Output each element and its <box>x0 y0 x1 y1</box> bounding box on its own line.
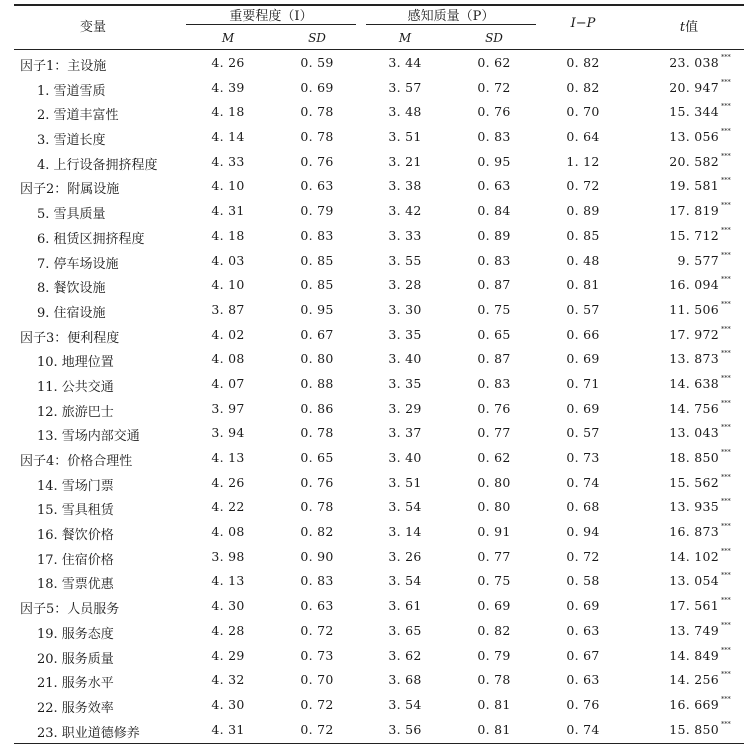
variable-label: 因子4：价格合理性 <box>20 454 133 469</box>
importance-sd-cell: 0. 85 <box>300 277 334 293</box>
importance-mean-cell: 4. 33 <box>211 153 245 169</box>
importance-sd-cell: 0. 83 <box>300 573 334 589</box>
header-t-symbol: t <box>679 20 686 35</box>
importance-mean-cell: 4. 08 <box>211 351 245 367</box>
i-minus-p-cell: 0. 71 <box>566 375 600 391</box>
i-minus-p-cell: 0. 58 <box>566 573 600 589</box>
importance-group-rule <box>186 24 356 25</box>
importance-mean-cell: 4. 31 <box>211 721 245 737</box>
perceived-group-rule <box>366 24 536 25</box>
item-row <box>0 248 755 273</box>
item-row <box>0 643 755 668</box>
significance-marker: *** <box>721 324 731 333</box>
variable-label: 因子5：人员服务 <box>20 602 120 618</box>
i-minus-p-cell: 0. 69 <box>566 351 600 367</box>
perceived-sd-cell: 0. 77 <box>477 425 511 441</box>
t-value-cell: 11. 506 <box>669 301 719 317</box>
perceived-mean-cell: 3. 51 <box>388 129 422 145</box>
importance-sd-cell: 0. 69 <box>300 79 334 95</box>
importance-mean-cell: 3. 87 <box>211 301 245 317</box>
importance-sd-cell: 0. 80 <box>300 351 334 367</box>
perceived-sd-cell: 0. 80 <box>477 474 511 490</box>
i-minus-p-cell: 0. 69 <box>566 400 600 416</box>
significance-marker: *** <box>721 694 731 703</box>
t-value-cell: 17. 972 <box>669 326 719 342</box>
item-row <box>0 470 755 495</box>
perceived-sd-cell: 0. 75 <box>477 573 511 589</box>
perceived-sd-cell: 0. 65 <box>477 326 511 342</box>
i-minus-p-cell: 0. 81 <box>566 277 600 293</box>
importance-mean-cell: 3. 97 <box>211 400 245 416</box>
variable-label: 5. 雪具质量 <box>37 207 106 223</box>
perceived-mean-cell: 3. 62 <box>388 647 422 663</box>
importance-sd-cell: 0. 79 <box>300 203 334 219</box>
i-minus-p-cell: 0. 82 <box>566 55 600 70</box>
variable-label: 8. 餐饮设施 <box>37 281 106 297</box>
importance-mean-cell: 4. 13 <box>211 450 245 465</box>
table-top-rule <box>14 4 744 6</box>
importance-mean-cell: 4. 18 <box>211 227 245 243</box>
perceived-mean-cell: 3. 38 <box>388 178 422 194</box>
significance-marker: *** <box>721 571 731 580</box>
significance-marker: *** <box>721 201 731 210</box>
header-variable: 变量 <box>79 20 107 35</box>
importance-sd-cell: 0. 76 <box>300 153 334 169</box>
i-minus-p-cell: 1. 12 <box>566 153 600 169</box>
significance-marker: *** <box>721 275 731 284</box>
perceived-mean-cell: 3. 40 <box>388 351 422 367</box>
variable-label: 23. 职业道德修养 <box>37 725 140 741</box>
significance-marker: *** <box>721 225 731 234</box>
variable-label: 17. 住宿价格 <box>37 552 114 568</box>
t-value-cell: 15. 850 <box>669 721 719 737</box>
perceived-sd-cell: 0. 79 <box>477 647 511 663</box>
perceived-sd-cell: 0. 69 <box>477 598 511 614</box>
item-row <box>0 618 755 643</box>
importance-sd-cell: 0. 70 <box>300 672 334 688</box>
i-minus-p-cell: 0. 48 <box>566 252 600 268</box>
perceived-sd-cell: 0. 89 <box>477 227 511 243</box>
perceived-sd-cell: 0. 95 <box>477 153 511 169</box>
variable-label: 10. 地理位置 <box>37 355 114 371</box>
i-minus-p-cell: 0. 94 <box>566 524 600 540</box>
significance-marker: *** <box>721 53 731 61</box>
importance-mean-cell: 4. 31 <box>211 203 245 219</box>
variable-label: 16. 餐饮价格 <box>37 528 114 544</box>
i-minus-p-cell: 0. 63 <box>566 672 600 688</box>
t-value-cell: 20. 582 <box>669 153 719 169</box>
variable-label: 14. 雪场门票 <box>37 478 114 494</box>
header-importance-mean: M <box>221 31 235 45</box>
header-perceived-sd: SD <box>485 31 503 45</box>
item-row <box>0 396 755 421</box>
item-row <box>0 692 755 717</box>
header-i-minus-p: I−P <box>570 16 596 31</box>
significance-marker: *** <box>721 250 731 259</box>
perceived-sd-cell: 0. 62 <box>477 55 511 70</box>
importance-sd-cell: 0. 65 <box>300 450 334 465</box>
header-t-suffix: 值 <box>685 20 699 35</box>
significance-marker: *** <box>721 299 731 308</box>
variable-label: 1. 雪道雪质 <box>37 83 106 99</box>
variable-label: 3. 雪道长度 <box>37 133 106 149</box>
importance-mean-cell: 4. 22 <box>211 499 245 515</box>
perceived-sd-cell: 0. 76 <box>477 400 511 416</box>
perceived-mean-cell: 3. 28 <box>388 277 422 293</box>
importance-sd-cell: 0. 90 <box>300 548 334 564</box>
variable-label: 20. 服务质量 <box>37 651 114 667</box>
perceived-mean-cell: 3. 65 <box>388 622 422 638</box>
perceived-mean-cell: 3. 42 <box>388 203 422 219</box>
perceived-sd-cell: 0. 83 <box>477 129 511 145</box>
importance-sd-cell: 0. 78 <box>300 499 334 515</box>
item-row <box>0 223 755 248</box>
variable-label: 因子2：附属设施 <box>20 182 120 198</box>
importance-sd-cell: 0. 67 <box>300 326 334 342</box>
significance-marker: *** <box>721 719 731 728</box>
t-value-cell: 13. 873 <box>669 351 719 367</box>
header-t-value <box>680 16 698 35</box>
perceived-mean-cell: 3. 54 <box>388 573 422 589</box>
t-value-cell: 14. 102 <box>669 548 719 564</box>
i-minus-p-cell: 0. 82 <box>566 79 600 95</box>
t-value-cell: 14. 756 <box>669 400 719 416</box>
t-value-cell: 13. 054 <box>669 573 719 589</box>
importance-sd-cell: 0. 72 <box>300 622 334 638</box>
perceived-sd-cell: 0. 76 <box>477 104 511 120</box>
i-minus-p-cell: 0. 85 <box>566 227 600 243</box>
importance-mean-cell: 4. 18 <box>211 104 245 120</box>
item-row <box>0 297 755 322</box>
perceived-mean-cell: 3. 35 <box>388 326 422 342</box>
importance-sd-cell: 0. 63 <box>300 598 334 614</box>
significance-marker: *** <box>721 151 731 160</box>
t-value-cell: 17. 819 <box>669 203 719 219</box>
variable-label: 18. 雪票优惠 <box>37 577 114 593</box>
importance-mean-cell: 3. 94 <box>211 425 245 441</box>
perceived-sd-cell: 0. 62 <box>477 450 511 465</box>
importance-mean-cell: 4. 10 <box>211 277 245 293</box>
factor-row <box>0 50 755 75</box>
item-row <box>0 717 755 742</box>
t-value-cell: 14. 849 <box>669 647 719 663</box>
perceived-mean-cell: 3. 29 <box>388 400 422 416</box>
perceived-mean-cell: 3. 61 <box>388 598 422 614</box>
factor-row <box>0 173 755 198</box>
importance-mean-cell: 4. 08 <box>211 524 245 540</box>
factor-row <box>0 445 755 470</box>
importance-mean-cell: 4. 14 <box>211 129 245 145</box>
t-value-cell: 17. 561 <box>669 598 719 614</box>
perceived-sd-cell: 0. 87 <box>477 351 511 367</box>
header-perceived-mean: M <box>398 31 412 45</box>
importance-mean-cell: 4. 07 <box>211 375 245 391</box>
variable-label: 9. 住宿设施 <box>37 305 106 321</box>
significance-marker: *** <box>721 620 731 629</box>
perceived-sd-cell: 0. 87 <box>477 277 511 293</box>
i-minus-p-cell: 0. 72 <box>566 548 600 564</box>
significance-marker: *** <box>721 546 731 555</box>
variable-label: 因子3：便利程度 <box>20 330 120 346</box>
perceived-mean-cell: 3. 55 <box>388 252 422 268</box>
perceived-mean-cell: 3. 30 <box>388 301 422 317</box>
importance-mean-cell: 4. 10 <box>211 178 245 194</box>
importance-sd-cell: 0. 86 <box>300 400 334 416</box>
item-row <box>0 75 755 100</box>
table-bottom-rule <box>14 743 744 744</box>
importance-sd-cell: 0. 59 <box>300 55 334 70</box>
variable-label: 因子1：主设施 <box>20 59 107 74</box>
importance-mean-cell: 4. 28 <box>211 622 245 638</box>
importance-sd-cell: 0. 95 <box>300 301 334 317</box>
t-value-cell: 14. 638 <box>669 375 719 391</box>
i-minus-p-cell: 0. 74 <box>566 474 600 490</box>
i-minus-p-cell: 0. 72 <box>566 178 600 194</box>
t-value-cell: 15. 562 <box>669 474 719 490</box>
significance-marker: *** <box>721 176 731 185</box>
header-importance: 重要程度（I） <box>229 9 313 24</box>
i-minus-p-cell: 0. 68 <box>566 499 600 515</box>
t-value-cell: 19. 581 <box>669 178 719 194</box>
importance-mean-cell: 4. 26 <box>211 474 245 490</box>
importance-sd-cell: 0. 85 <box>300 252 334 268</box>
importance-mean-cell: 3. 98 <box>211 548 245 564</box>
significance-marker: *** <box>721 448 731 456</box>
i-minus-p-cell: 0. 63 <box>566 622 600 638</box>
perceived-mean-cell: 3. 35 <box>388 375 422 391</box>
i-minus-p-cell: 0. 73 <box>566 450 600 465</box>
t-value-cell: 16. 094 <box>669 277 719 293</box>
t-value-cell: 9. 577 <box>677 252 719 268</box>
variable-label: 21. 服务水平 <box>37 676 114 692</box>
importance-sd-cell: 0. 82 <box>300 524 334 540</box>
importance-mean-cell: 4. 32 <box>211 672 245 688</box>
item-row <box>0 99 755 124</box>
significance-marker: *** <box>721 373 731 382</box>
perceived-mean-cell: 3. 57 <box>388 79 422 95</box>
i-minus-p-cell: 0. 69 <box>566 598 600 614</box>
t-value-cell: 15. 344 <box>669 104 719 120</box>
perceived-mean-cell: 3. 44 <box>388 55 422 70</box>
perceived-mean-cell: 3. 26 <box>388 548 422 564</box>
perceived-sd-cell: 0. 75 <box>477 301 511 317</box>
significance-marker: *** <box>721 472 731 481</box>
t-value-cell: 13. 043 <box>669 425 719 441</box>
importance-sd-cell: 0. 83 <box>300 227 334 243</box>
variable-label: 7. 停车场设施 <box>37 256 119 272</box>
importance-mean-cell: 4. 30 <box>211 598 245 614</box>
i-minus-p-cell: 0. 70 <box>566 104 600 120</box>
header-perceived-quality: 感知质量（P） <box>407 9 495 24</box>
perceived-mean-cell: 3. 14 <box>388 524 422 540</box>
perceived-sd-cell: 0. 81 <box>477 696 511 712</box>
perceived-mean-cell: 3. 37 <box>388 425 422 441</box>
variable-label: 4. 上行设备拥挤程度 <box>37 157 158 173</box>
importance-mean-cell: 4. 30 <box>211 696 245 712</box>
perceived-mean-cell: 3. 48 <box>388 104 422 120</box>
variable-label: 2. 雪道丰富性 <box>37 108 119 124</box>
significance-marker: *** <box>721 423 731 432</box>
importance-mean-cell: 4. 29 <box>211 647 245 663</box>
variable-label: 15. 雪具租赁 <box>37 503 114 519</box>
item-row <box>0 346 755 371</box>
item-row <box>0 494 755 519</box>
item-row <box>0 371 755 396</box>
significance-marker: *** <box>721 645 731 654</box>
item-row <box>0 124 755 149</box>
perceived-sd-cell: 0. 72 <box>477 79 511 95</box>
perceived-sd-cell: 0. 91 <box>477 524 511 540</box>
i-minus-p-cell: 0. 57 <box>566 301 600 317</box>
t-value-cell: 16. 873 <box>669 524 719 540</box>
significance-marker: *** <box>721 670 731 679</box>
importance-sd-cell: 0. 78 <box>300 425 334 441</box>
i-minus-p-cell: 0. 66 <box>566 326 600 342</box>
t-value-cell: 13. 056 <box>669 129 719 145</box>
perceived-mean-cell: 3. 40 <box>388 450 422 465</box>
i-minus-p-cell: 0. 57 <box>566 425 600 441</box>
importance-sd-cell: 0. 72 <box>300 721 334 737</box>
i-minus-p-cell: 0. 89 <box>566 203 600 219</box>
t-value-cell: 23. 038 <box>669 55 719 70</box>
t-value-cell: 13. 749 <box>669 622 719 638</box>
perceived-sd-cell: 0. 81 <box>477 721 511 737</box>
significance-marker: *** <box>721 522 731 531</box>
importance-sd-cell: 0. 78 <box>300 129 334 145</box>
perceived-mean-cell: 3. 33 <box>388 227 422 243</box>
item-row <box>0 544 755 569</box>
i-minus-p-cell: 0. 67 <box>566 647 600 663</box>
perceived-mean-cell: 3. 56 <box>388 721 422 737</box>
i-minus-p-cell: 0. 74 <box>566 721 600 737</box>
perceived-mean-cell: 3. 21 <box>388 153 422 169</box>
perceived-mean-cell: 3. 54 <box>388 499 422 515</box>
perceived-sd-cell: 0. 83 <box>477 375 511 391</box>
t-value-cell: 15. 712 <box>669 227 719 243</box>
variable-label: 22. 服务效率 <box>37 700 114 716</box>
factor-row <box>0 322 755 347</box>
item-row <box>0 198 755 223</box>
importance-sd-cell: 0. 88 <box>300 375 334 391</box>
t-value-cell: 14. 256 <box>669 672 719 688</box>
perceived-sd-cell: 0. 84 <box>477 203 511 219</box>
item-row <box>0 272 755 297</box>
i-minus-p-cell: 0. 76 <box>566 696 600 712</box>
importance-mean-cell: 4. 26 <box>211 55 245 70</box>
t-value-cell: 16. 669 <box>669 696 719 712</box>
perceived-sd-cell: 0. 83 <box>477 252 511 268</box>
importance-sd-cell: 0. 73 <box>300 647 334 663</box>
perceived-mean-cell: 3. 54 <box>388 696 422 712</box>
t-value-cell: 13. 935 <box>669 499 719 515</box>
variable-label: 19. 服务态度 <box>37 626 114 642</box>
item-row <box>0 149 755 174</box>
i-minus-p-cell: 0. 64 <box>566 129 600 145</box>
perceived-sd-cell: 0. 82 <box>477 622 511 638</box>
factor-row <box>0 593 755 618</box>
perceived-mean-cell: 3. 68 <box>388 672 422 688</box>
variable-label: 13. 雪场内部交通 <box>37 429 140 445</box>
t-value-cell: 18. 850 <box>669 450 719 465</box>
importance-mean-cell: 4. 39 <box>211 79 245 95</box>
perceived-sd-cell: 0. 78 <box>477 672 511 688</box>
item-row <box>0 420 755 445</box>
significance-marker: *** <box>721 127 731 136</box>
significance-marker: *** <box>721 497 731 506</box>
variable-label: 11. 公共交通 <box>37 379 114 395</box>
importance-sd-cell: 0. 72 <box>300 696 334 712</box>
perceived-sd-cell: 0. 63 <box>477 178 511 194</box>
importance-mean-cell: 4. 13 <box>211 573 245 589</box>
item-row <box>0 519 755 544</box>
significance-marker: *** <box>721 596 731 605</box>
t-value-cell: 20. 947 <box>669 79 719 95</box>
significance-marker: *** <box>721 398 731 407</box>
importance-mean-cell: 4. 02 <box>211 326 245 342</box>
perceived-sd-cell: 0. 80 <box>477 499 511 515</box>
significance-marker: *** <box>721 102 731 111</box>
significance-marker: *** <box>721 77 731 86</box>
importance-sd-cell: 0. 76 <box>300 474 334 490</box>
variable-label: 6. 租赁区拥挤程度 <box>37 231 145 247</box>
item-row <box>0 568 755 593</box>
header-importance-sd: SD <box>308 31 326 45</box>
significance-marker: *** <box>721 349 731 358</box>
perceived-mean-cell: 3. 51 <box>388 474 422 490</box>
table-body <box>0 50 755 741</box>
perceived-sd-cell: 0. 77 <box>477 548 511 564</box>
item-row <box>0 667 755 692</box>
importance-sd-cell: 0. 78 <box>300 104 334 120</box>
importance-mean-cell: 4. 03 <box>211 252 245 268</box>
importance-sd-cell: 0. 63 <box>300 178 334 194</box>
variable-label: 12. 旅游巴士 <box>37 404 114 420</box>
